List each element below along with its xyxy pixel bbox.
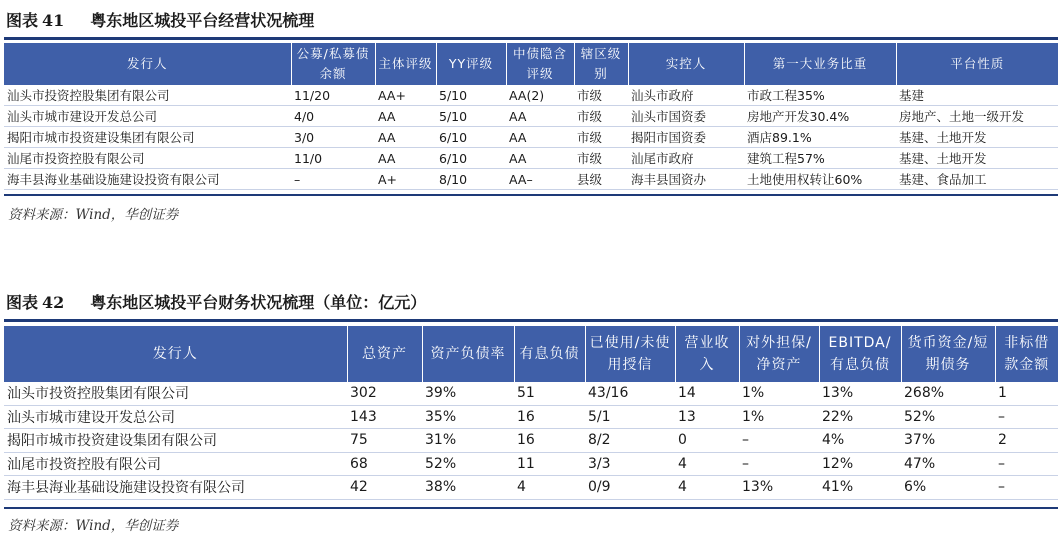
table-cell: 41% [819, 476, 901, 500]
column-header: 有息负债 [514, 326, 585, 382]
figure-42-title [6, 290, 426, 313]
table-cell: 6% [901, 476, 995, 500]
table-cell: 3/0 [291, 127, 375, 148]
table-cell: 市级 [574, 148, 628, 169]
table-cell: AA [375, 127, 436, 148]
table-cell: 12% [819, 452, 901, 476]
table-cell: 4 [675, 452, 739, 476]
table-cell: 51 [514, 382, 585, 405]
issuer-cell: 揭阳市城市投资建设集团有限公司 [4, 429, 347, 453]
table-cell: 14 [675, 382, 739, 405]
column-header: 主体评级 [375, 43, 436, 85]
table-cell: 汕头市政府 [628, 85, 744, 106]
table-row [4, 382, 1058, 405]
table-cell: AA+ [375, 85, 436, 106]
column-header: 公募/私募债余额 [291, 43, 375, 85]
table-cell: 16 [514, 429, 585, 453]
table-cell: 4% [819, 429, 901, 453]
table-cell: – [995, 405, 1058, 429]
table-cell: 37% [901, 429, 995, 453]
column-header: 营业收入 [675, 326, 739, 382]
issuer-cell: 海丰县海业基础设施建设投资有限公司 [4, 169, 291, 190]
issuer-cell: 揭阳市城市投资建设集团有限公司 [4, 127, 291, 148]
operations-table-header [4, 43, 1058, 85]
table-row [4, 85, 1058, 106]
table-cell: AA– [506, 169, 574, 190]
issuer-cell: 汕尾市投资控股有限公司 [4, 148, 291, 169]
table-cell: 市级 [574, 106, 628, 127]
table-cell: 6/10 [436, 127, 506, 148]
figure-42-top-rule [4, 319, 1058, 322]
table-cell: AA [375, 148, 436, 169]
figure-42-heading: 粤东地区城投平台财务状况梳理（单位：亿元） [90, 293, 427, 312]
table-cell: 43/16 [585, 382, 675, 405]
figure-41-top-rule [4, 37, 1058, 40]
table-cell: 酒店89.1% [744, 127, 896, 148]
table-cell: AA [506, 127, 574, 148]
table-cell: 基建、土地开发 [896, 127, 1058, 148]
financials-table-header [4, 326, 1058, 382]
table-cell: – [739, 452, 819, 476]
table-cell: 基建 [896, 85, 1058, 106]
column-header: 非标借款金额 [995, 326, 1058, 382]
figure-41-title [6, 8, 314, 31]
column-header: 资产负债率 [422, 326, 514, 382]
figure-41-source: 资料来源：Wind，华创证券 [8, 207, 179, 223]
table-cell: 0/9 [585, 476, 675, 500]
column-header: 总资产 [347, 326, 422, 382]
table-row [4, 127, 1058, 148]
figure-41-heading: 粤东地区城投平台经营状况梳理 [90, 11, 315, 30]
column-header: 发行人 [4, 43, 291, 85]
table-cell: 22% [819, 405, 901, 429]
table-cell: 47% [901, 452, 995, 476]
table-cell: 1% [739, 382, 819, 405]
table-cell: 房地产、土地一级开发 [896, 106, 1058, 127]
table-cell: 5/10 [436, 106, 506, 127]
table-cell: 13% [739, 476, 819, 500]
table-cell: 11 [514, 452, 585, 476]
table-cell: 4/0 [291, 106, 375, 127]
table-row [4, 429, 1058, 453]
figure-42-number: 42 [42, 293, 65, 312]
figure-42-label: 图表 [6, 293, 39, 312]
table-cell: 县级 [574, 169, 628, 190]
table-cell: 13 [675, 405, 739, 429]
table-cell: 5/1 [585, 405, 675, 429]
column-header: 第一大业务比重 [744, 43, 896, 85]
table-row [4, 405, 1058, 429]
column-header: YY评级 [436, 43, 506, 85]
figure-41-label: 图表 [6, 11, 39, 30]
table-cell: 汕头市国资委 [628, 106, 744, 127]
column-header: 平台性质 [896, 43, 1058, 85]
table-cell: 建筑工程57% [744, 148, 896, 169]
column-header: 发行人 [4, 326, 347, 382]
figure-41-number: 41 [42, 11, 65, 30]
table-cell: 基建、土地开发 [896, 148, 1058, 169]
table-cell: 38% [422, 476, 514, 500]
issuer-cell: 汕尾市投资控股有限公司 [4, 452, 347, 476]
table-cell: 42 [347, 476, 422, 500]
issuer-cell: 汕头市投资控股集团有限公司 [4, 382, 347, 405]
table-cell: 52% [901, 405, 995, 429]
table-cell: AA [506, 106, 574, 127]
table-cell: 2 [995, 429, 1058, 453]
table-cell: 市级 [574, 127, 628, 148]
operations-table-body [4, 85, 1058, 190]
column-header: 实控人 [628, 43, 744, 85]
issuer-cell: 汕头市城市建设开发总公司 [4, 405, 347, 429]
table-cell: 海丰县国资办 [628, 169, 744, 190]
table-cell: 35% [422, 405, 514, 429]
table-row [4, 452, 1058, 476]
table-cell: AA [375, 106, 436, 127]
column-header: 对外担保/净资产 [739, 326, 819, 382]
table-cell: AA [506, 148, 574, 169]
table-cell: 13% [819, 382, 901, 405]
table-cell: 1 [995, 382, 1058, 405]
table-row [4, 169, 1058, 190]
table-row [4, 476, 1058, 500]
table-cell: 6/10 [436, 148, 506, 169]
table-cell: 市政工程35% [744, 85, 896, 106]
financials-table [4, 326, 1058, 500]
column-header: 货币资金/短期债务 [901, 326, 995, 382]
table-cell: 4 [514, 476, 585, 500]
table-cell: AA(2) [506, 85, 574, 106]
column-header: 中债隐含评级 [506, 43, 574, 85]
table-cell: 302 [347, 382, 422, 405]
table-cell: 市级 [574, 85, 628, 106]
table-cell: 52% [422, 452, 514, 476]
issuer-cell: 汕头市投资控股集团有限公司 [4, 85, 291, 106]
table-cell: 8/10 [436, 169, 506, 190]
table-cell: 39% [422, 382, 514, 405]
table-cell: – [995, 476, 1058, 500]
table-cell: – [739, 429, 819, 453]
table-cell: – [291, 169, 375, 190]
table-cell: 31% [422, 429, 514, 453]
operations-table [4, 43, 1058, 190]
column-header: 辖区级别 [574, 43, 628, 85]
table-cell: 基建、食品加工 [896, 169, 1058, 190]
table-cell: 4 [675, 476, 739, 500]
table-cell: 11/20 [291, 85, 375, 106]
table-cell: 5/10 [436, 85, 506, 106]
table-cell: – [995, 452, 1058, 476]
table-cell: 68 [347, 452, 422, 476]
table-cell: 268% [901, 382, 995, 405]
table-cell: 汕尾市政府 [628, 148, 744, 169]
table-cell: 11/0 [291, 148, 375, 169]
table-row [4, 148, 1058, 169]
issuer-cell: 海丰县海业基础设施建设投资有限公司 [4, 476, 347, 500]
table-cell: A+ [375, 169, 436, 190]
figure-42-bottom-rule [4, 507, 1058, 509]
financials-table-body [4, 382, 1058, 499]
column-header: EBITDA/有息负债 [819, 326, 901, 382]
figure-41-bottom-rule [4, 194, 1058, 196]
table-cell: 土地使用权转让60% [744, 169, 896, 190]
figure-42-source: 资料来源：Wind，华创证券 [8, 518, 179, 534]
table-cell: 揭阳市国资委 [628, 127, 744, 148]
table-cell: 3/3 [585, 452, 675, 476]
table-cell: 房地产开发30.4% [744, 106, 896, 127]
table-row [4, 106, 1058, 127]
table-cell: 16 [514, 405, 585, 429]
table-cell: 1% [739, 405, 819, 429]
issuer-cell: 汕头市城市建设开发总公司 [4, 106, 291, 127]
column-header: 已使用/未使用授信 [585, 326, 675, 382]
table-cell: 0 [675, 429, 739, 453]
table-cell: 143 [347, 405, 422, 429]
table-cell: 8/2 [585, 429, 675, 453]
table-cell: 75 [347, 429, 422, 453]
